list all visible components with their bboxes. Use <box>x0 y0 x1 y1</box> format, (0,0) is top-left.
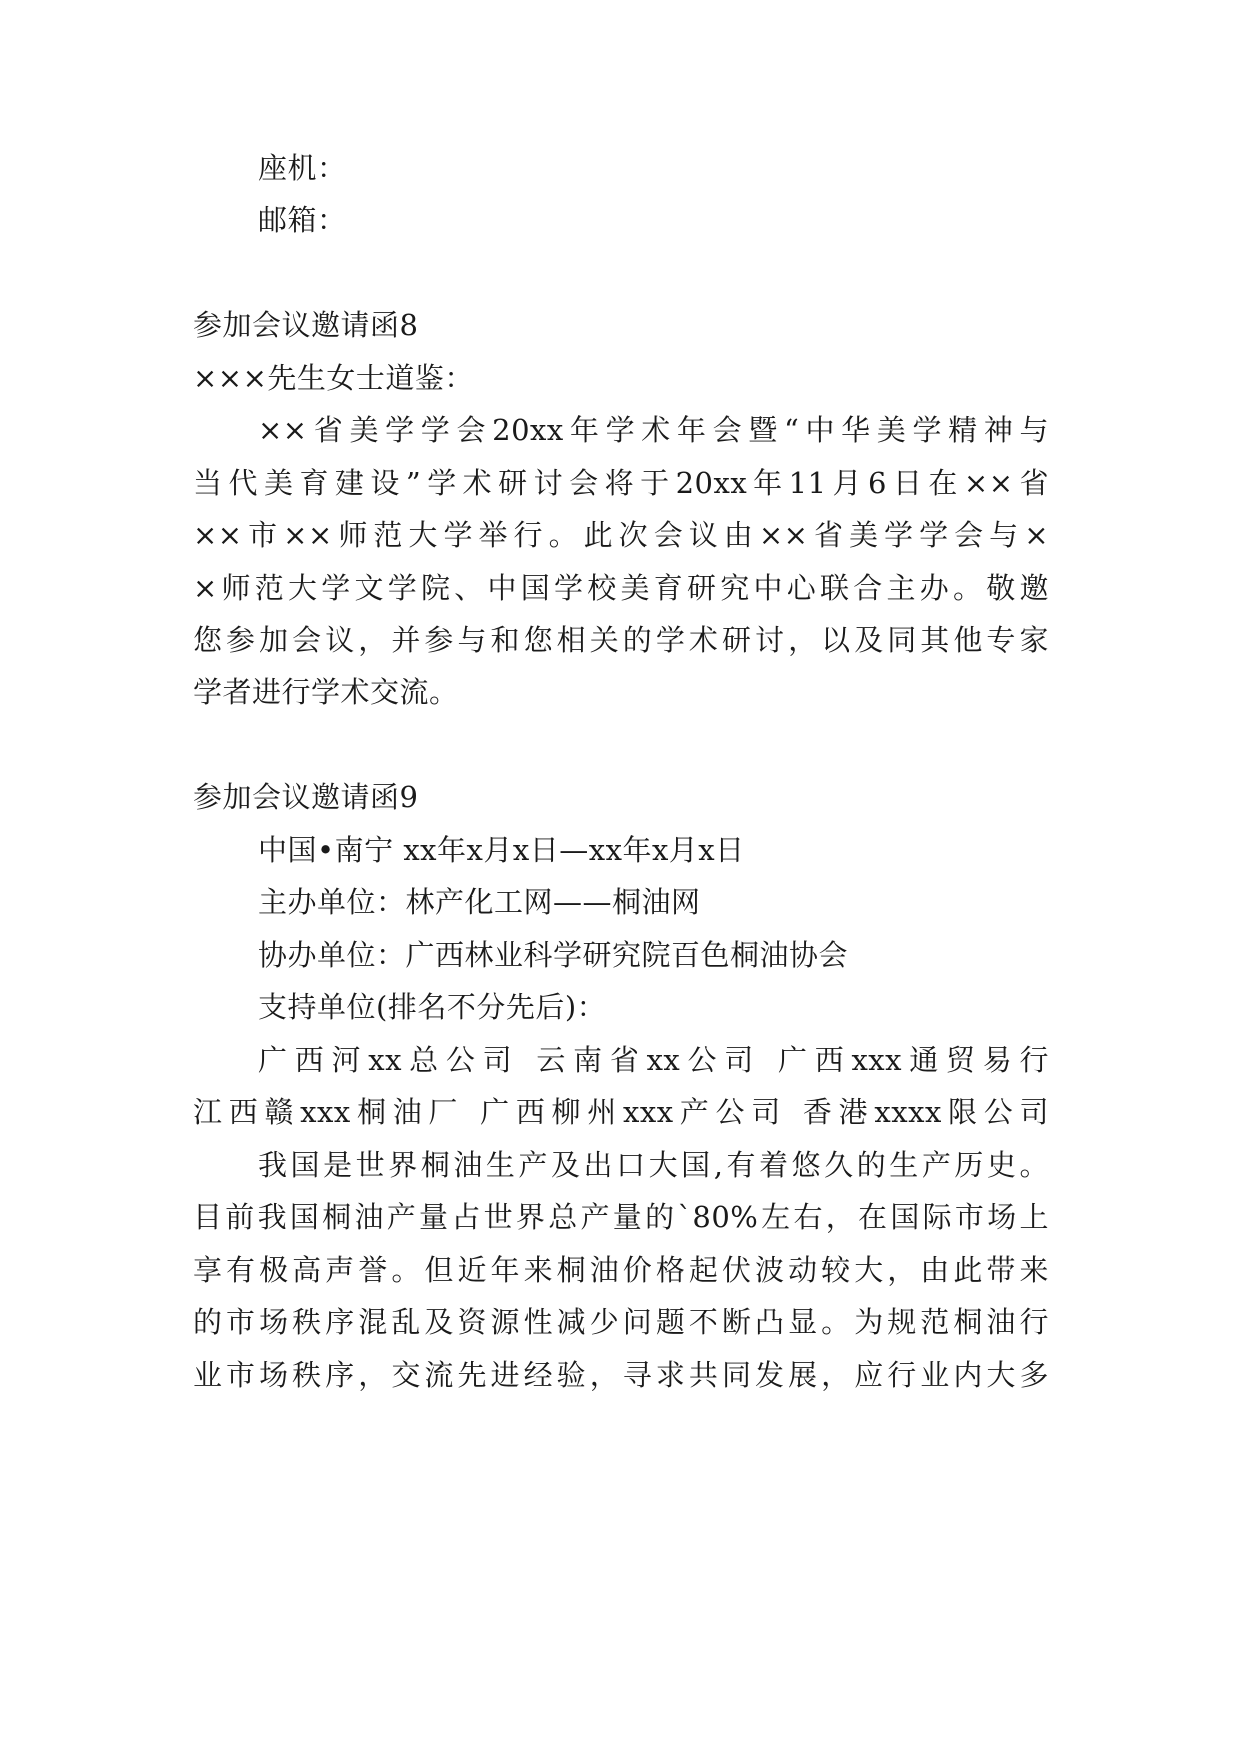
letter9-supporters-line: 江西赣xxx桐油厂 广西柳州xxx产公司 香港xxxx限公司 <box>193 1095 1049 1129</box>
letter9-co-organizer: 协办单位：广西林业科学研究院百色桐油协会 <box>258 938 849 972</box>
letter9-body-line: 我国是世界桐油生产及出口大国,有着悠久的生产历史。 <box>258 1148 1049 1182</box>
letter9-title: 参加会议邀请函9 <box>193 780 419 814</box>
letter8-body-line: 您参加会议，并参与和您相关的学术研讨，以及同其他专家 <box>193 623 1049 657</box>
letter9-body-line: 业市场秩序，交流先进经验，寻求共同发展，应行业内大多 <box>193 1358 1049 1392</box>
letter9-body-line: 的市场秩序混乱及资源性减少问题不断凸显。为规范桐油行 <box>193 1305 1049 1339</box>
letter9-organizer: 主办单位：林产化工网——桐油网 <box>258 885 701 919</box>
letter8-salutation: ×××先生女士道鉴： <box>193 361 474 395</box>
letter8-body-line: 当代美育建设”学术研讨会将于20xx年11月6日在××省 <box>193 466 1049 500</box>
letter8-body-line: ×师范大学文学院、中国学校美育研究中心联合主办。敬邀 <box>193 571 1049 605</box>
letter9-body-line: 目前我国桐油产量占世界总产量的`80%左右，在国际市场上 <box>193 1200 1049 1234</box>
letter8-body-line: 学者进行学术交流。 <box>193 675 459 709</box>
letter9-supporters-label: 支持单位(排名不分先后)： <box>258 990 607 1024</box>
letter9-supporters-line: 广西河xx总公司 云南省xx公司 广西xxx通贸易行 <box>258 1043 1049 1077</box>
letter8-body-line: ××市××师范大学举行。此次会议由××省美学学会与× <box>193 518 1049 552</box>
letter9-body-line: 享有极高声誉。但近年来桐油价格起伏波动较大，由此带来 <box>193 1253 1049 1287</box>
landline-label: 座机： <box>258 151 347 185</box>
letter8-body-line: ××省美学学会20xx年学术年会暨“中华美学精神与 <box>258 413 1049 447</box>
email-label: 邮箱： <box>258 203 347 237</box>
letter8-title: 参加会议邀请函8 <box>193 308 419 342</box>
letter9-location-date: 中国•南宁 xx年x月x日—xx年x月x日 <box>258 833 745 867</box>
